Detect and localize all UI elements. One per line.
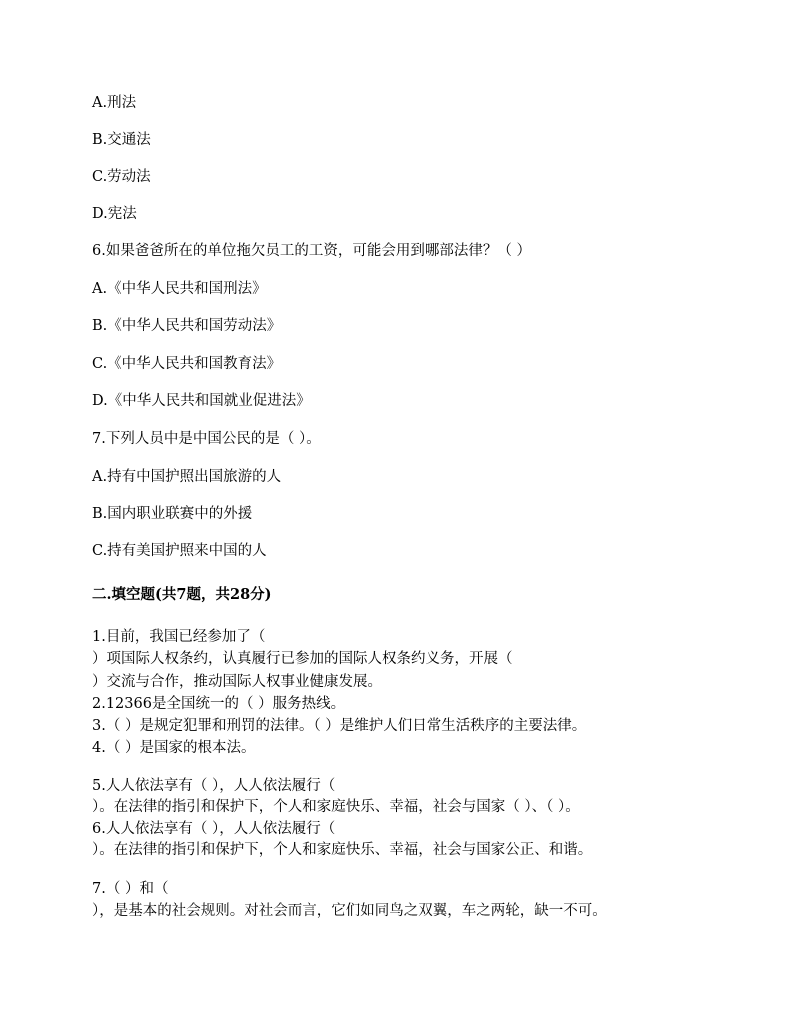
q7-option-c: C.持有美国护照来中国的人 (92, 543, 267, 559)
q6-stem: 6.如果爸爸所在的单位拖欠员工的工资，可能会用到哪部法律？（ ） (92, 243, 531, 259)
fill-6-line-1: 6.人人依法享有（ ），人人依法履行（ (92, 821, 336, 837)
section-2-title: 二.填空题(共7题，共28分) (92, 586, 272, 603)
fill-4: 4.（ ）是国家的根本法。 (92, 740, 256, 756)
q5-option-d: D.宪法 (92, 206, 137, 222)
fill-1-line-3: ）交流与合作，推动国际人权事业健康发展。 (92, 674, 382, 690)
fill-1-line-2: ）项国际人权条约，认真履行已参加的国际人权条约义务，开展（ (92, 651, 513, 667)
q7-option-b: B.国内职业联赛中的外援 (92, 506, 253, 522)
fill-5-line-2: ）。在法律的指引和保护下，个人和家庭快乐、幸福，社会与国家（ ）、（ ）。 (92, 799, 580, 815)
q7-option-a: A.持有中国护照出国旅游的人 (92, 469, 282, 485)
fill-3: 3.（ ）是规定犯罪和刑罚的法律。（ ）是维护人们日常生活秩序的主要法律。 (92, 718, 587, 734)
fill-7-line-1: 7.（ ）和（ (92, 881, 169, 897)
q7-stem: 7.下列人员中是中国公民的是（ ）。 (92, 431, 321, 447)
q5-option-a: A.刑法 (92, 95, 137, 111)
fill-2: 2.12366是全国统一的（ ）服务热线。 (92, 696, 346, 712)
q6-option-a: A.《中华人民共和国刑法》 (92, 281, 267, 297)
q6-option-c: C.《中华人民共和国教育法》 (92, 356, 282, 372)
q5-option-b: B.交通法 (92, 132, 151, 148)
q5-option-c: C.劳动法 (92, 169, 151, 185)
q6-option-d: D.《中华人民共和国就业促进法》 (92, 393, 311, 409)
fill-1-line-1: 1.目前，我国已经参加了（ (92, 629, 266, 645)
fill-6-line-2: ）。在法律的指引和保护下，个人和家庭快乐、幸福，社会与国家公正、和谐。 (92, 842, 593, 858)
fill-5-line-1: 5.人人依法享有（ ），人人依法履行（ (92, 778, 336, 794)
fill-7-line-2: ），是基本的社会规则。对社会而言，它们如同鸟之双翼，车之两轮，缺一不可。 (92, 903, 607, 919)
q6-option-b: B.《中华人民共和国劳动法》 (92, 318, 282, 334)
